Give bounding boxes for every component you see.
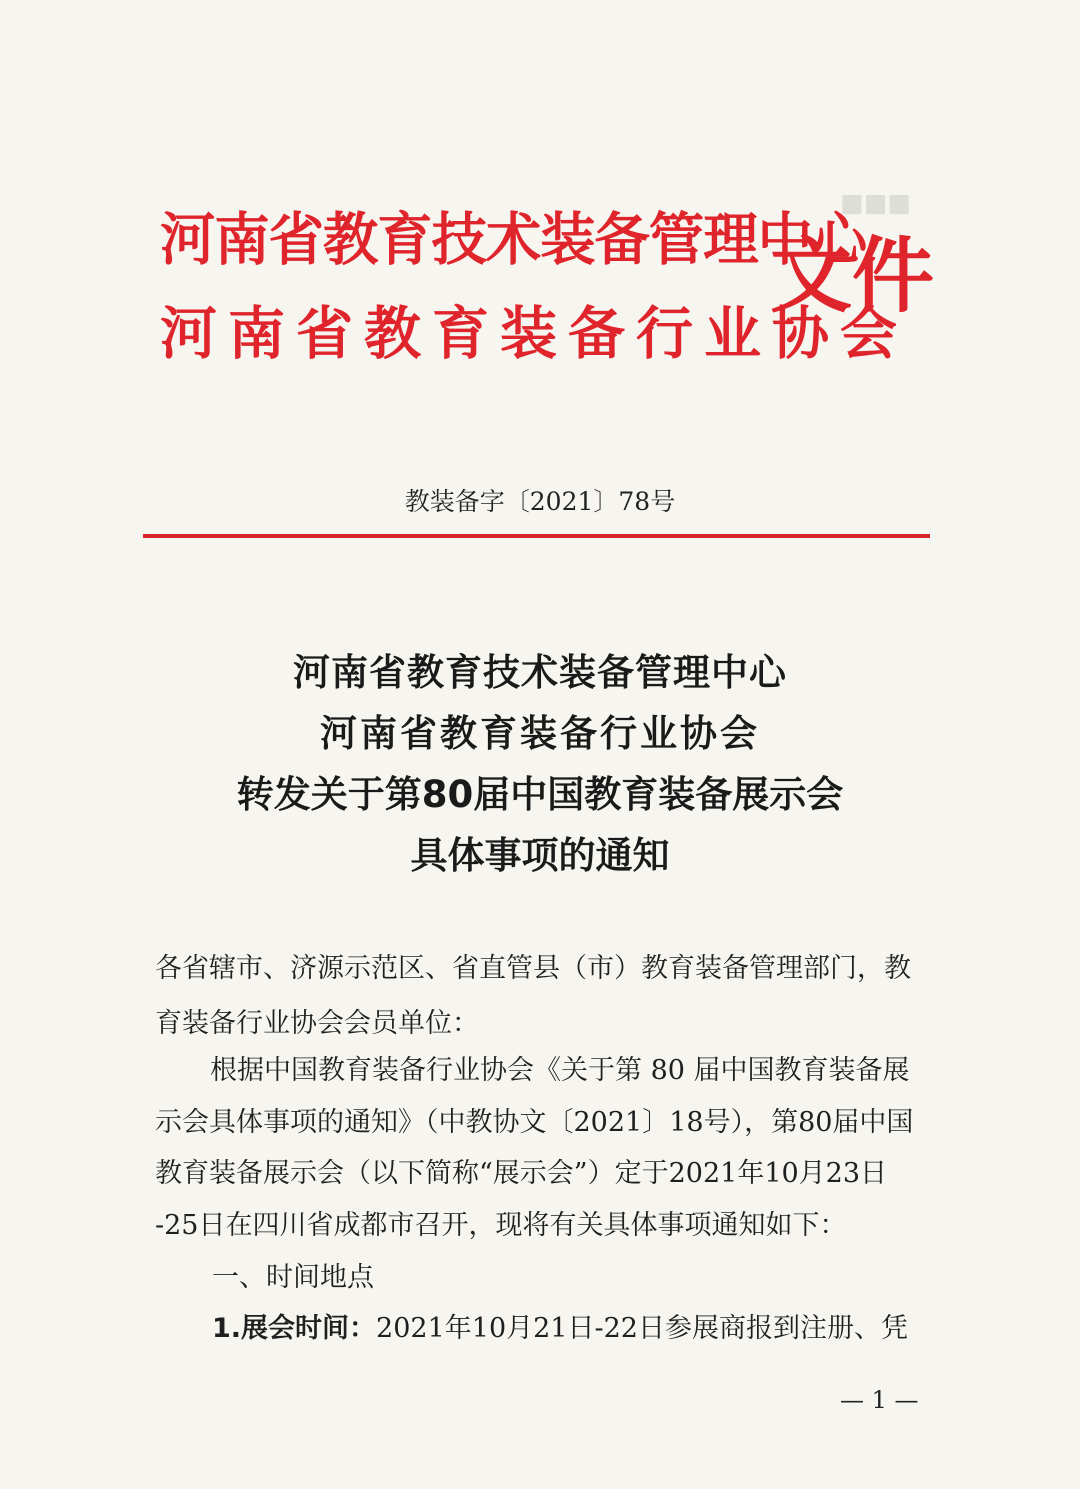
bleed-through: ■■■: [840, 188, 911, 217]
title-line-4: 具体事项的通知: [410, 834, 670, 877]
paragraph-1-line-4: -25日在四川省成都市召开，现将有关具体事项通知如下：: [155, 1210, 847, 1241]
addressee-line-2: 育装备行业协会会员单位：: [155, 1008, 479, 1039]
item-1-label: 1.展会时间：: [212, 1313, 377, 1344]
item-1-line: [212, 1315, 908, 1342]
red-divider: [143, 534, 930, 538]
page-number: — 1 —: [840, 1386, 919, 1414]
document-number: 教装备字〔2021〕78号: [404, 487, 676, 516]
masthead-issuer-2: 河南省教育装备行业协会: [160, 301, 908, 367]
title-line-2: 河南省教育装备行业协会: [320, 712, 760, 755]
section-heading: 一、时间地点: [212, 1262, 374, 1293]
item-1-text: 2021年10月21日-22日参展商报到注册、凭: [376, 1313, 908, 1344]
addressee-line-1: 各省辖市、济源示范区、省直管县（市）教育装备管理部门，教: [155, 953, 911, 984]
paragraph-1-line-1: 根据中国教育装备行业协会《关于第 80 届中国教育装备展: [210, 1055, 910, 1086]
masthead-suffix: 文件: [770, 229, 935, 324]
paragraph-1-line-3: 教育装备展示会（以下简称“展示会”）定于2021年10月23日: [155, 1158, 888, 1189]
masthead-issuer-1: 河南省教育技术装备管理中心: [160, 207, 867, 273]
title-line-3: 转发关于第80届中国教育装备展示会: [236, 773, 844, 816]
title-line-1: 河南省教育技术装备管理中心: [293, 651, 787, 694]
paragraph-1-line-2: 示会具体事项的通知》（中教协文〔2021〕18号），第80届中国: [155, 1107, 914, 1138]
